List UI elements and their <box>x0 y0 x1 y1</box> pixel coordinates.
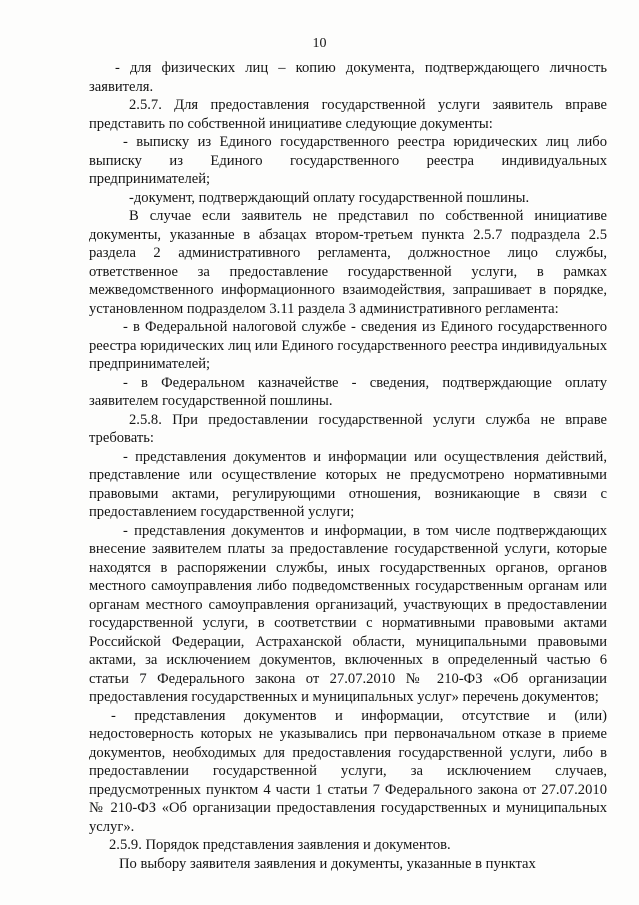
paragraph: - представления документов и информации или осуществления действий, представление или осуществление которых не предусмотрено нормативными правовыми актами, регулирующими отношения, возникающие в связи с предоставлением государственной услуги; <box>89 448 607 520</box>
paragraph: По выбору заявителя заявления и документы, указанные в пунктах <box>119 855 536 872</box>
document-body <box>89 59 607 873</box>
paragraph: В случае если заявитель не представил по собственной инициативе документы, указанные в абзацах втором-третьем пункта 2.5.7 подраздела 2.5 раздела 2 административного регламента, должностное лицо службы, ответственное за предоставление государственной услуги, в рамках межведомственного информационного взаимодействия, запрашивает в порядке, установленном подразделом 3.11 раздела 3 административного регламента: <box>89 208 607 317</box>
paragraph: - для физических лиц – копию документа, подтверждающего личность заявителя. <box>89 60 607 95</box>
paragraph: - представления документов и информации, отсутствие и (или) недостоверность которых не указывались при первоначальном отказе в приеме документов, необходимых для предоставления государственной услуги, либо в предоставлении государственной услуги, за исключением случаев, предусмотренных пунктом 4 части 1 статьи 7 Федерального закона от 27.07.2010 № 210-ФЗ «Об организации предоставления государственных и муниципальных услуг». <box>89 707 607 835</box>
paragraph: 2.5.9. Порядок представления заявления и документов. <box>109 837 451 853</box>
paragraph: - в Федеральной налоговой службе - сведения из Единого государственного реестра юридических лиц или Единого государственного реестра индивидуальных предпринимателей; <box>89 319 607 372</box>
paragraph: 2.5.8. При предоставлении государственной услуги служба не вправе требовать: <box>89 411 607 446</box>
paragraph: -документ, подтверждающий оплату государственной пошлины. <box>129 189 530 206</box>
paragraph: - представления документов и информации, в том числе подтверждающих внесение заявителем платы за предоставление государственной услуги, которые находятся в распоряжении службы, иных государственных органов, органов местного самоуправления либо подведомственных государственным органам или органам местного самоуправления организаций, участвующих в предоставлении государственной услуги, в соответствии с нормативными правовыми актами Российской Федерации, Астраханской области, муниципальными правовыми актами, за исключением документов, включенных в определенный частью 6 статьи 7 Федерального закона от 27.07.2010 № 210-ФЗ «Об организации предоставления государственных и муниципальных услуг» перечень документов; <box>89 522 607 705</box>
paragraph: 2.5.7. Для предоставления государственной услуги заявитель вправе представить по собственной инициативе следующие документы: <box>89 97 607 132</box>
page-number: 10 <box>312 36 327 51</box>
paragraph: - в Федеральном казначействе - сведения, подтверждающие оплату заявителем государственной пошлины. <box>89 374 607 409</box>
paragraph: - выписку из Единого государственного реестра юридических лиц либо выписку из Единого государственного реестра индивидуальных предпринимателей; <box>89 134 607 187</box>
